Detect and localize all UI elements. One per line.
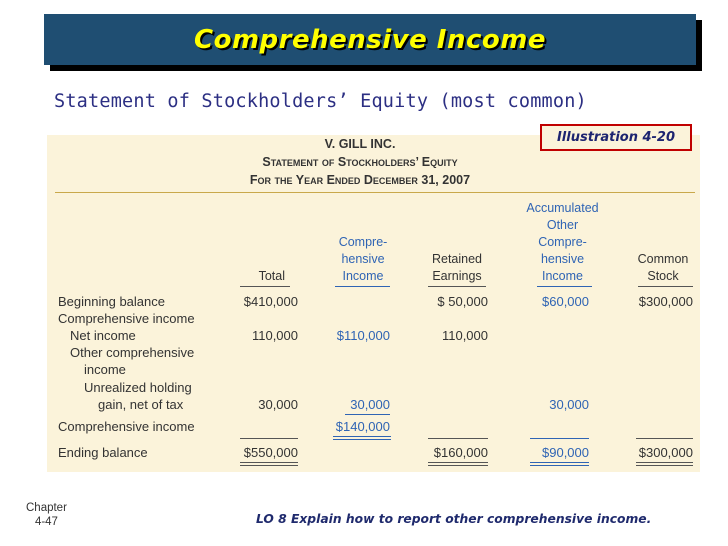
chapter-number: 4-47 bbox=[34, 516, 58, 528]
slide-title: Comprehensive Income bbox=[194, 24, 546, 55]
chapter-label bbox=[26, 501, 67, 529]
total-underline bbox=[636, 438, 693, 439]
table-cell: $300,000 bbox=[638, 294, 693, 309]
header-underline bbox=[638, 286, 693, 287]
illustration-badge: Illustration 4-20 bbox=[540, 124, 692, 151]
row-label: gain, net of tax bbox=[98, 397, 184, 412]
table-cell: $300,000 bbox=[638, 445, 693, 460]
table-cell: $110,000 bbox=[336, 328, 390, 343]
company-name: V. GILL INC. bbox=[324, 137, 396, 151]
column-header-comprehensive-income: Compre- hensive Income bbox=[338, 235, 388, 283]
table-cell: $160,000 bbox=[433, 445, 488, 460]
row-label: Comprehensive income bbox=[58, 419, 195, 434]
double-underline bbox=[240, 462, 298, 463]
table-cell: 110,000 bbox=[251, 328, 298, 343]
table-cell: $60,000 bbox=[542, 294, 589, 309]
row-label: income bbox=[84, 362, 126, 377]
table-cell: 30,000 bbox=[350, 397, 390, 412]
slide-subtitle: Statement of Stockholders’ Equity (most common) bbox=[54, 91, 587, 112]
column-header-common-stock: Common Stock bbox=[637, 252, 689, 283]
double-underline bbox=[530, 465, 589, 466]
statement-name: Statement of Stockholders’ Equity bbox=[262, 155, 458, 169]
table-cell: $ 50,000 bbox=[437, 294, 488, 309]
column-header-accumulated-oci: Accumulated Other Compre- hensive Income bbox=[526, 201, 599, 283]
double-underline bbox=[636, 462, 693, 463]
table-cell: 30,000 bbox=[549, 397, 589, 412]
header-underline bbox=[428, 286, 486, 287]
row-label: Unrealized holding bbox=[84, 380, 192, 395]
total-underline bbox=[240, 438, 298, 439]
table-cell: $410,000 bbox=[243, 294, 298, 309]
double-underline bbox=[240, 465, 298, 466]
total-underline bbox=[530, 438, 589, 439]
double-underline bbox=[530, 462, 589, 463]
column-header-retained-earnings: Retained Earnings bbox=[431, 252, 483, 283]
double-underline bbox=[636, 465, 693, 466]
row-label: Comprehensive income bbox=[58, 311, 195, 326]
header-divider bbox=[55, 192, 695, 193]
header-underline bbox=[240, 286, 290, 287]
table-cell: 30,000 bbox=[258, 397, 298, 412]
header-underline bbox=[537, 286, 592, 287]
table-cell: 110,000 bbox=[441, 328, 488, 343]
title-bar bbox=[44, 14, 696, 65]
row-label: Beginning balance bbox=[58, 294, 165, 309]
table-cell: $140,000 bbox=[335, 419, 390, 434]
row-label: Ending balance bbox=[58, 445, 148, 460]
table-cell: $550,000 bbox=[243, 445, 298, 460]
row-label: Net income bbox=[70, 328, 136, 343]
header-underline bbox=[335, 286, 390, 287]
double-underline bbox=[428, 462, 488, 463]
total-underline bbox=[333, 436, 391, 437]
total-underline bbox=[428, 438, 488, 439]
row-label: Other comprehensive bbox=[70, 345, 195, 360]
column-header-total: Total bbox=[258, 269, 285, 283]
chapter-word: Chapter bbox=[26, 502, 67, 514]
total-underline bbox=[333, 439, 391, 440]
learning-objective: LO 8 Explain how to report other comprehensive income. bbox=[256, 512, 652, 526]
subtotal-underline bbox=[345, 414, 390, 415]
double-underline bbox=[428, 465, 488, 466]
statement-period: For the Year Ended December 31, 2007 bbox=[249, 173, 471, 187]
table-cell: $90,000 bbox=[542, 445, 589, 460]
